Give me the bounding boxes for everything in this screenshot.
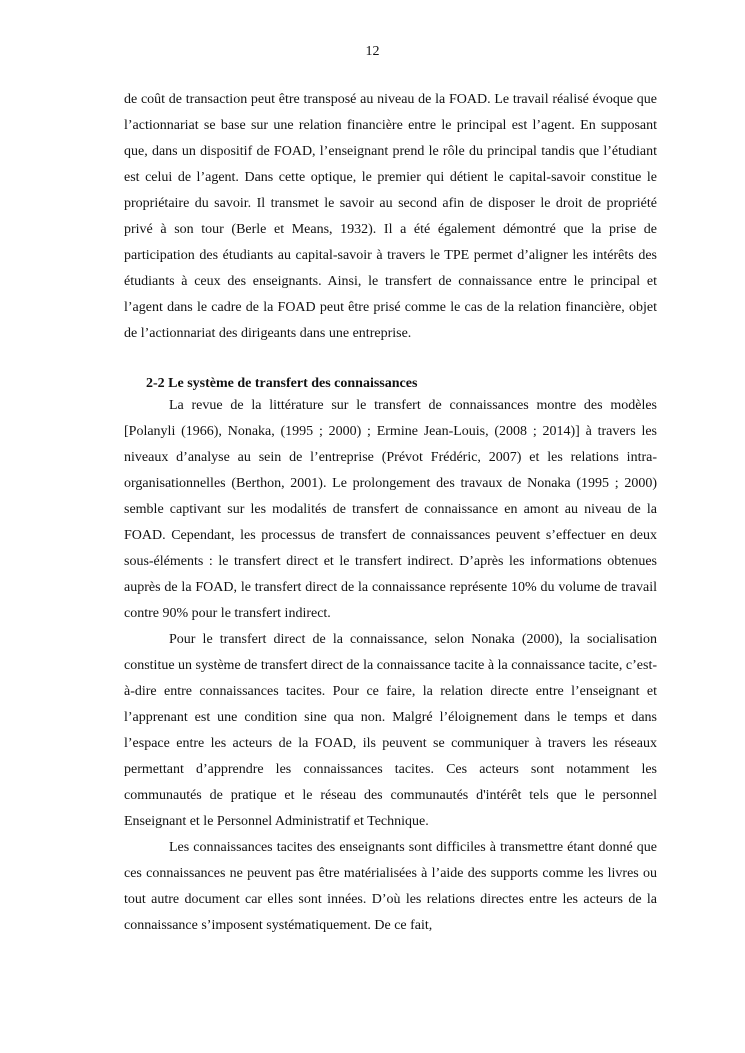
paragraph-transaction-cost: de coût de transaction peut être transposé au niveau de la FOAD. Le travail réalisé évoque que l’actionnariat se base sur une relation financière entre le principal est l’agent. En supposant que, dans un dispositif de FOAD, l’enseignant prend le rôle du principal tandis que l’étudiant est celui de l’agent. Dans cette optique, le premier qui détient le capital-savoir constitue le propriétaire du savoir. Il transmet le savoir au second afin de disposer le droit de propriété privé à son tour (Berle et Means, 1932). Il a été également démontré que la prise de participation des étudiants au capital-savoir à travers le TPE permet d’aligner les intérêts des étudiants à ceux des enseignants. Ainsi, le transfert de connaissance entre le principal et l’agent dans le cadre de la FOAD peut être prisé comme le cas de la relation financière, objet de l’actionnariat des dirigeants dans une entreprise. <box>124 92 657 341</box>
section-heading: 2-2 Le système de transfert des connaissances <box>146 376 418 391</box>
paragraph-direct-transfer: Pour le transfert direct de la connaissance, selon Nonaka (2000), la socialisation constitue un système de transfert direct de la connaissance tacite à la connaissance tacite, c’est-à-dire entre connaissances tacites. Pour ce faire, la relation directe entre l’enseignant et l’apprenant est une condition sine qua non. Malgré l’éloignement dans le temps et dans l’espace entre les acteurs de la FOAD, ils peuvent se communiquer à travers les réseaux permettant d’apprendre les connaissances tacites. Ces acteurs sont notamment les communautés de pratique et le réseau des communautés d'intérêt tels que le personnel Enseignant et le Personnel Administratif et Technique. <box>124 632 657 829</box>
page-number: 12 <box>365 44 380 59</box>
paragraph-tacit-knowledge: Les connaissances tacites des enseignants sont difficiles à transmettre étant donné que ces connaissances ne peuvent pas être matérialisées à l’aide des supports comme les livres ou tout autre document car elles sont innées. D’où les relations directes entre les acteurs de la connaissance s’imposent systématiquement. De ce fait, <box>124 840 657 933</box>
body-text <box>124 87 657 939</box>
paragraph-literature-review: La revue de la littérature sur le transfert de connaissances montre des modèles [Polanyli (1966), Nonaka, (1995 ; 2000) ; Ermine Jean-Louis, (2008 ; 2014)] à travers les niveaux d’analyse au sein de l’entreprise (Prévot Frédéric, 2007) et les relations intra-organisationnelles (Berthon, 2001). Le prolongement des travaux de Nonaka (1995 ; 2000) semble captivant sur les modalités de transfert de connaissance en amont au niveau de la FOAD. Cependant, les processus de transfert de connaissances peuvent s’effectuer en deux sous-éléments : le transfert direct et le transfert indirect. D’après les informations obtenues auprès de la FOAD, le transfert direct de la connaissance représente 10% du volume de travail contre 90% pour le transfert indirect. <box>124 398 657 621</box>
